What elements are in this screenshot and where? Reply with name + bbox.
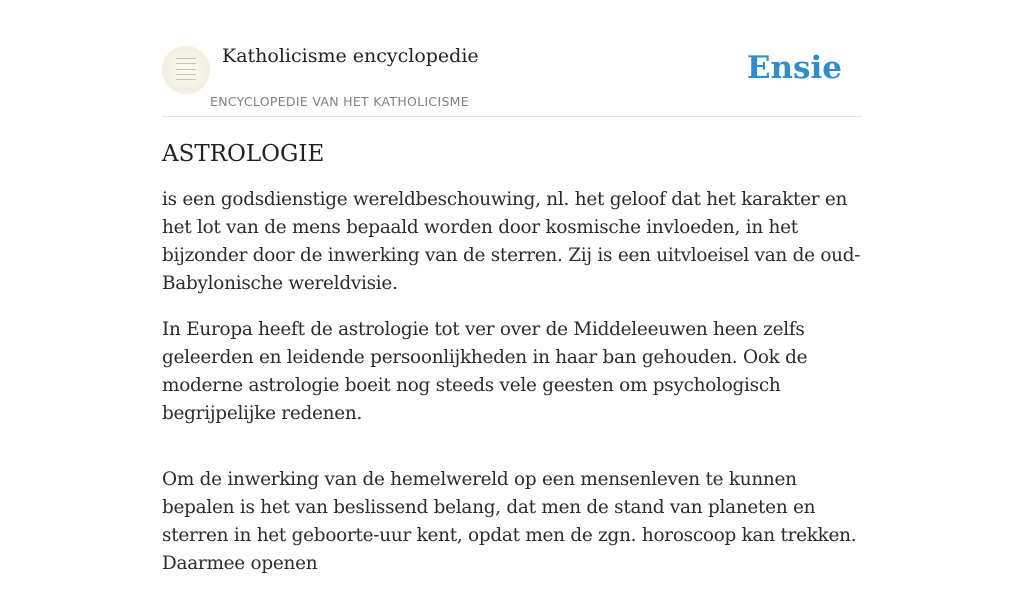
site-title[interactable]: Katholicisme encyclopedie bbox=[222, 45, 479, 67]
article-title: ASTROLOGIE bbox=[162, 141, 325, 167]
article-paragraph: is een godsdienstige wereldbeschouwing, nl. het geloof dat het karakter en het lot van de mens bepaald worden door kosmische invloeden, in het bijzonder door de inwerking van de sterren. Zij is een uitvloeisel van de oud-Babylonische wereldvisie. bbox=[162, 189, 861, 294]
article-paragraph: Om de inwerking van de hemelwereld op een mensenleven te kunnen bepalen is het van beslissend belang, dat men de stand van planeten en sterren in het geboorte-uur kent, opdat men de zgn. horoscoop kan trekken. Daarmee openen bbox=[162, 469, 857, 574]
site-header bbox=[162, 0, 862, 117]
site-subtitle: ENCYCLOPEDIE VAN HET KATHOLICISME bbox=[210, 94, 469, 109]
article bbox=[162, 138, 867, 596]
article-paragraph: In Europa heeft de astrologie tot ver over de Middeleeuwen heen zelfs geleerden en leidende persoonlijkheden in haar ban gehouden. Ook de moderne astrologie boeit nog steeds vele geesten om psychologisch begrijpelijke redenen. bbox=[162, 319, 808, 424]
brand-logo-link[interactable]: Ensie bbox=[746, 50, 842, 86]
encyclopedia-logo-icon[interactable] bbox=[162, 46, 210, 94]
